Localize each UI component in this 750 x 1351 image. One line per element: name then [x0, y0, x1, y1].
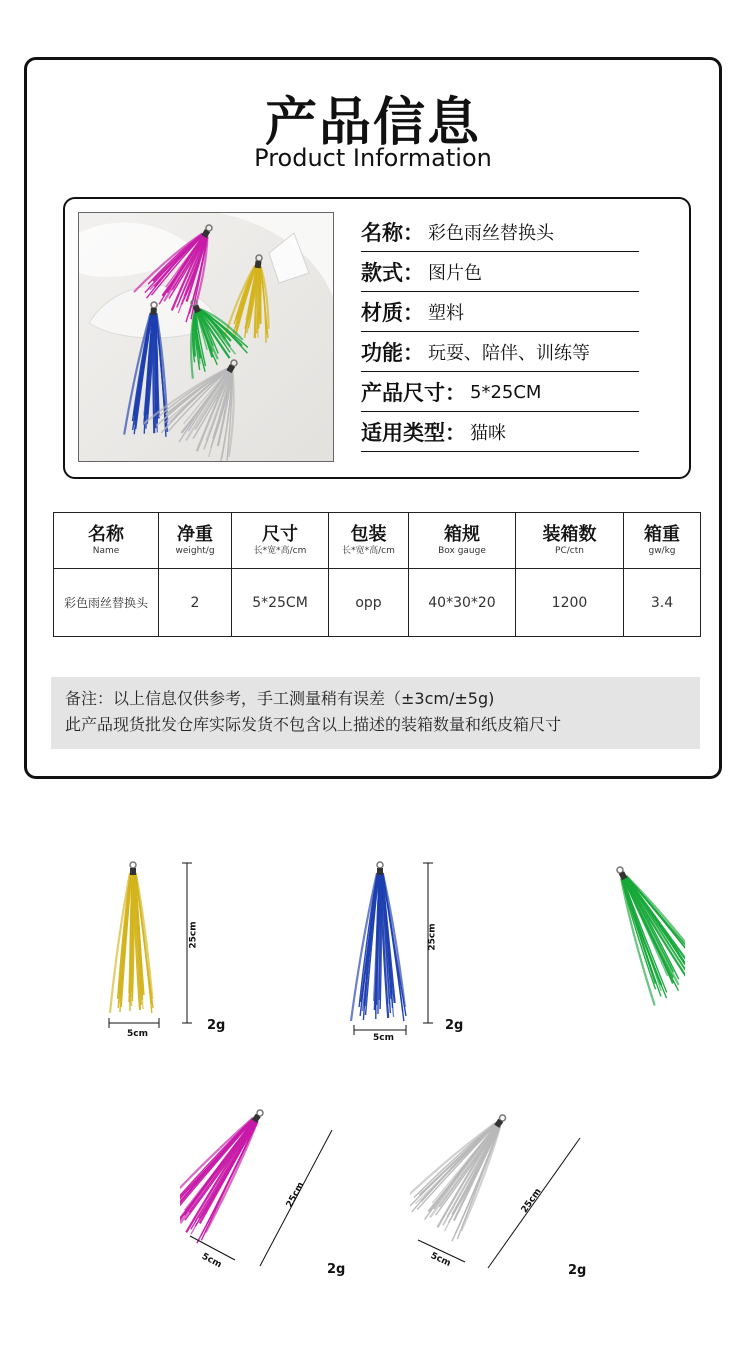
spec-list: [361, 213, 639, 453]
width-label: 5cm: [428, 1251, 453, 1269]
spec-row-function: [361, 333, 639, 372]
product-photo-illustration: [79, 213, 334, 462]
weight-label: 2g: [207, 1018, 226, 1033]
weight-label: 2g: [445, 1018, 464, 1033]
table-header-cell: 尺寸 长*宽*高/cm: [232, 513, 329, 569]
table-cell: 5*25CM: [232, 569, 329, 637]
spec-row-size: [361, 373, 639, 412]
width-label: 5cm: [127, 1029, 148, 1039]
height-label: 25cm: [188, 921, 199, 949]
note-box: [51, 677, 700, 749]
spec-key: 功能：: [361, 341, 424, 365]
spec-key: 适用类型：: [361, 421, 466, 445]
spec-row-name: [361, 213, 639, 252]
spec-value: 玩耍、陪伴、训练等: [428, 343, 590, 364]
note-line: 此产品现货批发仓库实际发货不包含以上描述的装箱数量和纸皮箱尺寸: [65, 715, 562, 734]
table-header-cell: 包装 长*宽*高/cm: [329, 513, 409, 569]
spec-value: 5*25CM: [470, 381, 542, 403]
page-subtitle: Product Information: [254, 144, 492, 172]
product-image-green: [555, 858, 685, 1018]
width-label: 5cm: [199, 1251, 224, 1271]
spec-row-material: [361, 293, 639, 332]
table-row: [54, 569, 701, 637]
packing-table: [53, 512, 701, 637]
spec-value: 彩色雨丝替换头: [428, 223, 554, 244]
product-photo: [78, 212, 334, 462]
product-info-card: [24, 57, 722, 779]
spec-value: 塑料: [428, 303, 464, 324]
width-label: 5cm: [373, 1033, 394, 1043]
spec-key: 名称：: [361, 221, 424, 245]
weight-label: 2g: [568, 1263, 587, 1278]
table-cell: 彩色雨丝替换头: [54, 569, 159, 637]
spec-key: 产品尺寸：: [361, 381, 466, 405]
spec-value: 猫咪: [470, 423, 506, 444]
spec-key: 材质：: [361, 301, 424, 325]
table-header-row: [54, 513, 701, 569]
spec-row-style: [361, 253, 639, 292]
height-label: 25cm: [284, 1180, 307, 1210]
table-cell: 40*30*20: [409, 569, 516, 637]
table-header-cell: 箱规 Box gauge: [409, 513, 516, 569]
table-cell: opp: [329, 569, 409, 637]
table-cell: 3.4: [624, 569, 701, 637]
table-header-cell: 净重 weight/g: [159, 513, 232, 569]
table-cell: 2: [159, 569, 232, 637]
spec-value: 图片色: [428, 263, 482, 284]
spec-box: [63, 197, 691, 479]
height-label: 25cm: [427, 923, 438, 951]
table-cell: 1200: [516, 569, 624, 637]
height-label: 25cm: [519, 1186, 544, 1216]
weight-label: 2g: [327, 1262, 346, 1277]
spec-row-applicable: [361, 413, 639, 452]
page-title: 产品信息: [264, 93, 481, 153]
spec-key: 款式：: [361, 261, 424, 285]
table-header-cell: 箱重 gw/kg: [624, 513, 701, 569]
table-header-cell: 装箱数 PC/ctn: [516, 513, 624, 569]
table-header-cell: 名称 Name: [54, 513, 159, 569]
note-line: 备注：以上信息仅供参考，手工测量稍有误差（±3cm/±5g): [65, 689, 495, 708]
